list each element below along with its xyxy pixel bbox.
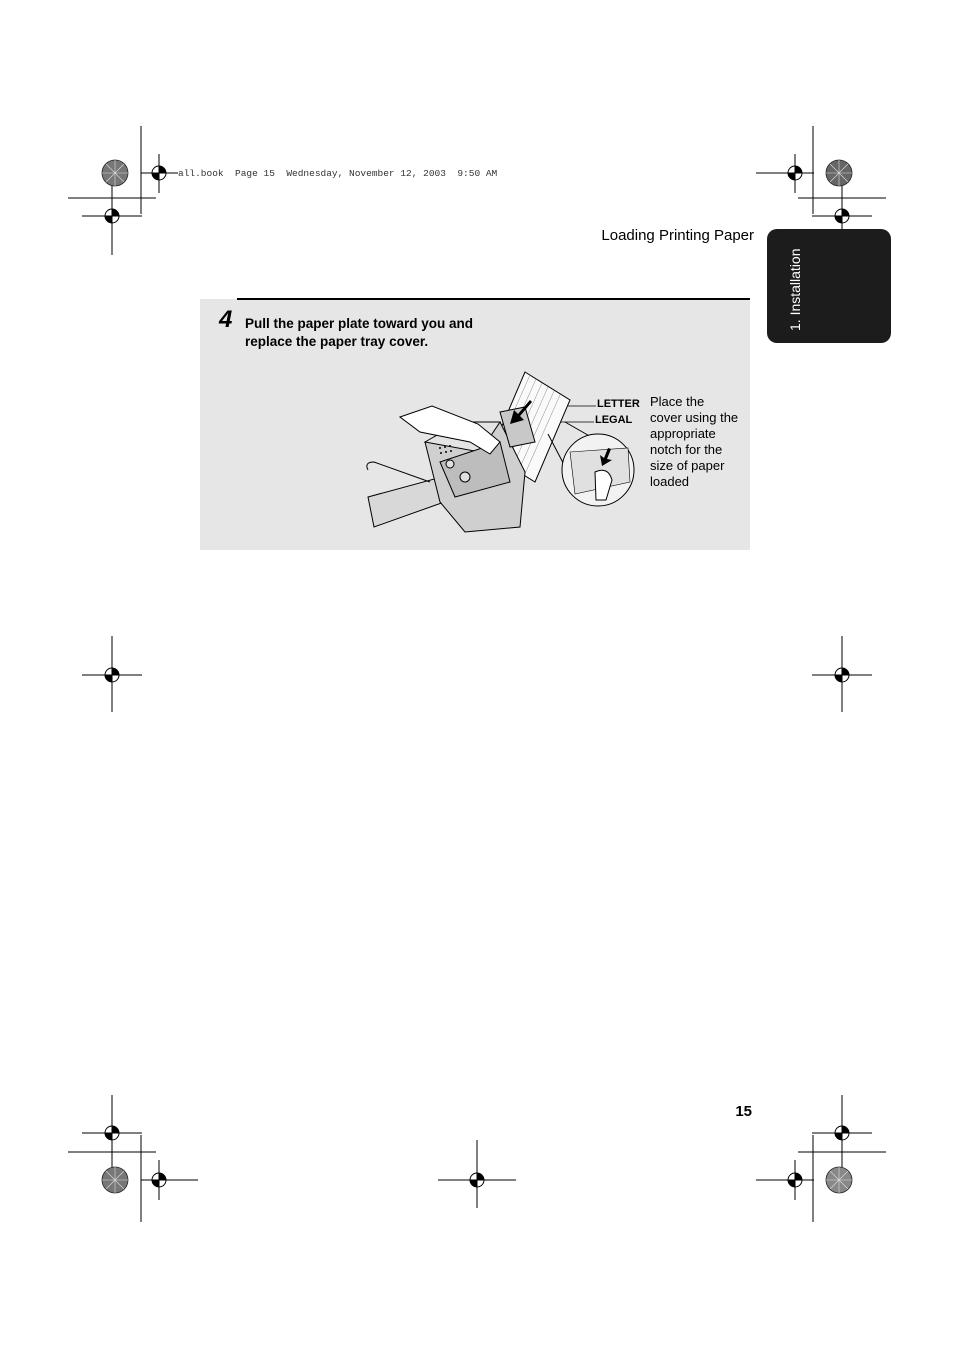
page-header-title: Loading Printing Paper [601, 227, 754, 244]
chapter-tab [767, 229, 891, 343]
letter-label: LETTER [597, 398, 640, 410]
step-instruction-line-1: Pull the paper plate toward you and [245, 316, 474, 331]
caption-line: size of paper [650, 458, 725, 473]
caption-line: appropriate [650, 426, 716, 441]
fax-machine-illustration [360, 362, 650, 537]
caption-line: Place the [650, 394, 705, 409]
caption-line: cover using the [650, 410, 739, 425]
print-slug: all.book Page 15 Wednesday, November 12, 2003 9:50 AM [178, 168, 498, 179]
caption-line: loaded [650, 474, 690, 489]
step-panel-rule [237, 298, 750, 300]
step-number: 4 [219, 306, 233, 333]
page-number: 15 [735, 1103, 752, 1120]
step-instruction-line-2: replace the paper tray cover. [245, 334, 429, 349]
legal-label: LEGAL [595, 414, 633, 426]
illustration-caption [650, 394, 750, 490]
caption-line: notch for the [650, 442, 723, 457]
step-instruction [245, 315, 515, 351]
chapter-tab-label: 1. Installation [787, 248, 803, 331]
